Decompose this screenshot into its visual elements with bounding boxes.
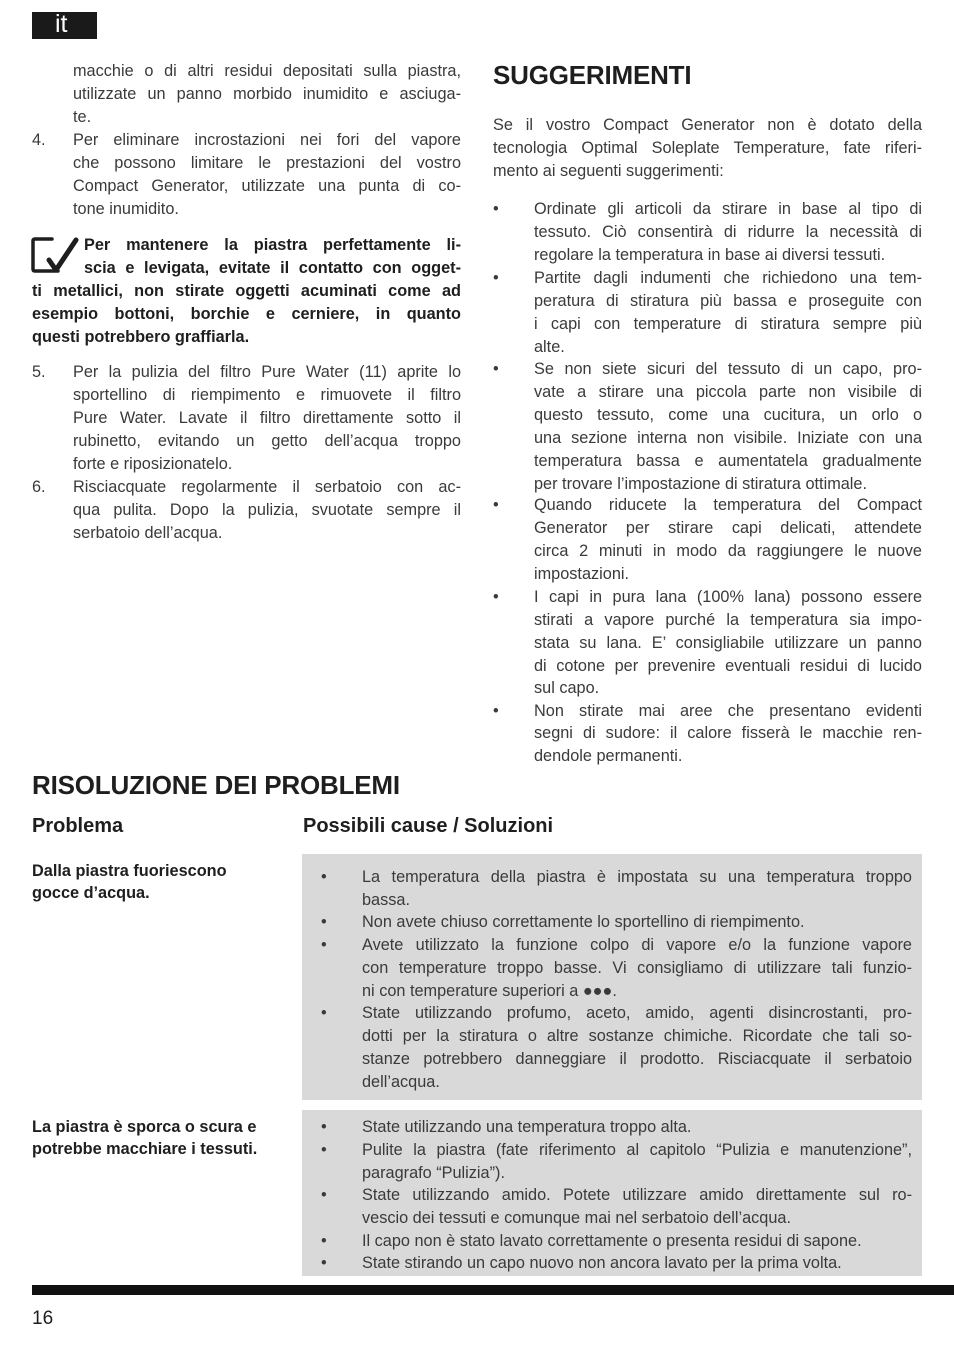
bullet-line: di cotone per prevenire eventuali residui di lucido — [534, 657, 922, 675]
bullet: • — [321, 868, 327, 886]
item-line: Compact Generator, utilizzate una punta di co- — [73, 177, 461, 195]
continuation-line: te. — [73, 108, 92, 126]
solution-line: State utilizzando una temperatura troppo alta. — [362, 1118, 692, 1136]
problem-line: gocce d’acqua. — [32, 884, 150, 902]
section-title-troubleshooting: RISOLUZIONE DEI PROBLEMI — [32, 770, 400, 800]
bullet-line: questo tessuto, come una cucitura, un orlo o — [534, 406, 922, 424]
solution-line: Pulite la piastra (fate riferimento al capitolo “Pulizia e manutenzione”, — [362, 1141, 912, 1159]
solution-line: vescio dei tessuti e comunque mai nel serbatoio dell’acqua. — [362, 1209, 791, 1227]
solution-line: La temperatura della piastra è impostata su una temperatura troppo — [362, 868, 912, 886]
note-line: scia e levigata, evitate il contatto con ogget- — [84, 259, 461, 277]
item-number: 4. — [32, 131, 46, 149]
bullet: • — [321, 1232, 327, 1250]
footer-rule — [32, 1285, 954, 1295]
problem-line: Dalla piastra fuoriescono — [32, 862, 227, 880]
bullet-line: temperatura bassa e aumentatela gradualmente — [534, 452, 922, 470]
continuation-line: utilizzate un panno morbido inumidito e asciuga- — [73, 85, 461, 103]
bullet-line: i capi con temperature di stiratura sempre più — [534, 315, 922, 333]
note-line: ti metallici, non stirate oggetti acuminati come ad — [32, 282, 461, 300]
bullet-line: segni di sudore: il calore fisserà le macchie ren- — [534, 724, 922, 742]
bullet-line: regolare la temperatura in base ai diversi tessuti. — [534, 246, 886, 264]
bullet-line: sul capo. — [534, 679, 600, 697]
page-number: 16 — [32, 1308, 54, 1329]
column-header-problem: Problema — [32, 815, 124, 837]
bullet-line: vate a stirare una piccola parte non visibile di — [534, 383, 922, 401]
bullet: • — [493, 360, 499, 378]
section-title-suggerimenti: SUGGERIMENTI — [493, 60, 692, 90]
checkmark-note-icon — [30, 234, 80, 276]
bullet-line: alte. — [534, 338, 565, 356]
solution-line: dell’acqua. — [362, 1073, 440, 1091]
problem-line: potrebbe macchiare i tessuti. — [32, 1140, 258, 1158]
bullet-line: stirati a vapore purché la temperatura sia impo- — [534, 611, 922, 629]
solution-line: ni con temperature superiori a ●●●. — [362, 982, 617, 1000]
item-line: sportellino di riempimento e rimuovete il filtro — [73, 386, 461, 404]
bullet-line: Ordinate gli articoli da stirare in base al tipo di — [534, 200, 922, 218]
intro-line: Se il vostro Compact Generator non è dotato della — [493, 116, 922, 134]
intro-line: mento ai seguenti suggerimenti: — [493, 162, 724, 180]
solution-line: State utilizzando amido. Potete utilizzare amido direttamente sul ro- — [362, 1186, 912, 1204]
bullet-line: Generator per stirare capi delicati, attendete — [534, 519, 922, 537]
bullet-line: tessuto. Ciò consentirà di ridurre la necessità di — [534, 223, 922, 241]
note-line: Per mantenere la piastra perfettamente li- — [84, 236, 461, 254]
column-header-solutions: Possibili cause / Soluzioni — [303, 815, 554, 837]
solution-line: Il capo non è stato lavato correttamente o presenta residui di sapone. — [362, 1232, 862, 1250]
solution-line: State utilizzando profumo, aceto, amido, agenti disincrostanti, pro- — [362, 1004, 912, 1022]
item-line: Pure Water. Lavate il filtro direttamente sotto il — [73, 409, 461, 427]
bullet-line: per trovare l’impostazione di stiratura ottimale. — [534, 475, 868, 493]
item-number: 5. — [32, 363, 46, 381]
item-line: rubinetto, evitando un getto dell’acqua troppo — [73, 432, 461, 450]
bullet: • — [493, 269, 499, 287]
intro-line: tecnologia Optimal Soleplate Temperature, fate riferi- — [493, 139, 922, 157]
item-line: che possono limitare le prestazioni del vostro — [73, 154, 461, 172]
bullet-line: I capi in pura lana (100% lana) possono essere — [534, 588, 922, 606]
item-line: Per la pulizia del filtro Pure Water (11) aprite lo — [73, 363, 461, 381]
bullet: • — [321, 1141, 327, 1159]
bullet: • — [321, 1186, 327, 1204]
bullet-line: Se non siete sicuri del tessuto di un capo, pro- — [534, 360, 922, 378]
item-line: serbatoio dell’acqua. — [73, 524, 223, 542]
bullet: • — [321, 936, 327, 954]
problem-line: La piastra è sporca o scura e — [32, 1118, 257, 1136]
solution-line: Non avete chiuso correttamente lo sportellino di riempimento. — [362, 913, 805, 931]
bullet: • — [321, 1118, 327, 1136]
solution-line: paragrafo “Pulizia”). — [362, 1164, 505, 1182]
solution-line: stanze potrebbero danneggiare il prodotto. Risciacquate il serbatoio — [362, 1050, 912, 1068]
note-line: esempio bottoni, borchie e cerniere, in quanto — [32, 305, 461, 323]
bullet: • — [321, 1004, 327, 1022]
bullet: • — [321, 1254, 327, 1272]
item-line: qua pulita. Dopo la pulizia, svuotate sempre il — [73, 501, 461, 519]
item-line: forte e riposizionatelo. — [73, 455, 233, 473]
item-line: Per eliminare incrostazioni nei fori del vapore — [73, 131, 461, 149]
solution-line: Avete utilizzato la funzione colpo di vapore e/o la funzione vapore — [362, 936, 912, 954]
bullet-line: impostazioni. — [534, 565, 630, 583]
language-tab — [32, 12, 97, 39]
bullet: • — [493, 702, 499, 720]
bullet: • — [321, 913, 327, 931]
solution-line: con temperature troppo basse. Vi consigliamo di utilizzare tali funzio- — [362, 959, 912, 977]
bullet: • — [493, 588, 499, 606]
bullet-line: stata su lana. E’ consigliabile utilizzare un panno — [534, 634, 922, 652]
language-code: it — [55, 10, 68, 38]
solution-line: dotti per la stiratura o altre sostanze chimiche. Ricordate che tali so- — [362, 1027, 912, 1045]
solution-line: State stirando un capo nuovo non ancora lavato per la prima volta. — [362, 1254, 842, 1272]
bullet-line: Partite dagli indumenti che richiedono una tem- — [534, 269, 922, 287]
bullet-line: Non stirate mai aree che presentano evidenti — [534, 702, 922, 720]
bullet-line: una sezione interna non visibile. Iniziate con una — [534, 429, 922, 447]
bullet: • — [493, 496, 499, 514]
continuation-line: macchie o di altri residui depositati sulla piastra, — [73, 62, 461, 80]
note-line: questi potrebbero graffiarla. — [32, 328, 250, 346]
bullet-line: dendole permanenti. — [534, 747, 683, 765]
item-number: 6. — [32, 478, 46, 496]
bullet-line: peratura di stiratura più bassa e proseguite con — [534, 292, 922, 310]
bullet-line: circa 2 minuti in modo da raggiungere le nuove — [534, 542, 922, 560]
bullet-line: Quando riducete la temperatura del Compact — [534, 496, 922, 514]
solution-line: bassa. — [362, 891, 410, 909]
item-line: tone inumidito. — [73, 200, 179, 218]
item-line: Risciacquate regolarmente il serbatoio con ac- — [73, 478, 461, 496]
bullet: • — [493, 200, 499, 218]
